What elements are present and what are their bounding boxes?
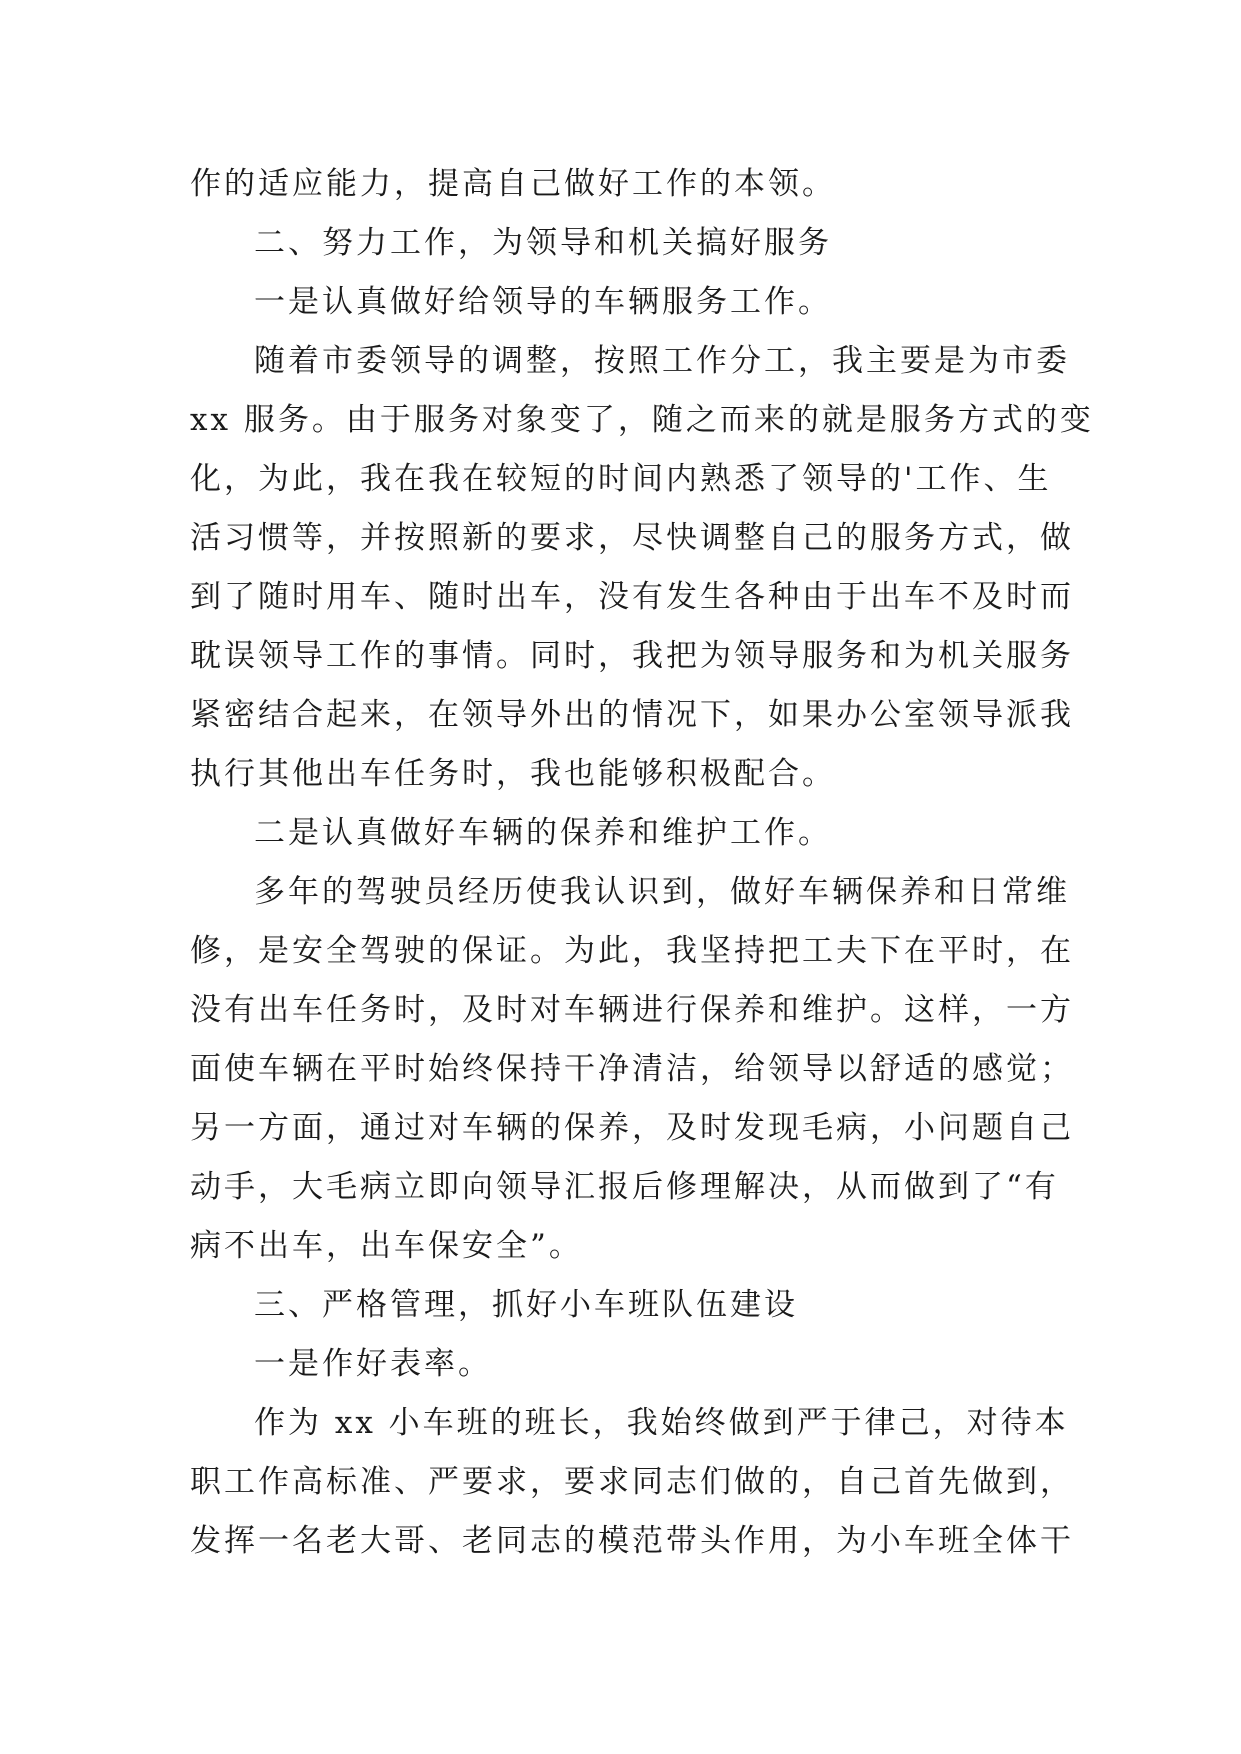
text-line: 多年的驾驶员经历使我认识到，做好车辆保养和日常维 [254,874,1070,910]
text-line: 紧密结合起来，在领导外出的情况下，如果办公室领导派我 [190,697,1074,733]
text-line: 另一方面，通过对车辆的保养，及时发现毛病，小问题自己 [190,1110,1074,1146]
text-line: 没有出车任务时，及时对车辆进行保养和维护。这样，一方 [190,992,1074,1028]
text-line: 随着市委领导的调整，按照工作分工，我主要是为市委 [254,343,1070,379]
text-line: 化，为此，我在我在较短的时间内熟悉了领导的'工作、生 [190,461,1052,497]
text-line: 作为 xx 小车班的班长，我始终做到严于律己，对待本 [254,1405,1069,1441]
text-line: 到了随时用车、随时出车，没有发生各种由于出车不及时而 [190,579,1074,615]
text-line: 执行其他出车任务时，我也能够积极配合。 [190,756,836,792]
text-line: 二、努力工作，为领导和机关搞好服务 [254,225,832,261]
text-line: 耽误领导工作的事情。同时，我把为领导服务和为机关服务 [190,638,1074,674]
text-line: 动手，大毛病立即向领导汇报后修理解决，从而做到了“有 [190,1169,1059,1205]
text-line: 修，是安全驾驶的保证。为此，我坚持把工夫下在平时，在 [190,933,1074,969]
text-line: 一是作好表率。 [254,1346,492,1382]
text-line: 面使车辆在平时始终保持干净清洁，给领导以舒适的感觉； [190,1051,1074,1087]
text-line: 活习惯等，并按照新的要求，尽快调整自己的服务方式，做 [190,520,1074,556]
text-line: 病不出车，出车保安全”。 [190,1228,583,1264]
text-line: 三、严格管理，抓好小车班队伍建设 [254,1287,798,1323]
text-line: 一是认真做好给领导的车辆服务工作。 [254,284,832,320]
text-line: xx 服务。由于服务对象变了，随之而来的就是服务方式的变 [190,402,1094,438]
text-line: 职工作高标准、严要求，要求同志们做的，自己首先做到， [190,1464,1074,1500]
text-line: 发挥一名老大哥、老同志的模范带头作用，为小车班全体干 [190,1523,1074,1559]
text-line: 作的适应能力，提高自己做好工作的本领。 [190,166,836,202]
text-line: 二是认真做好车辆的保养和维护工作。 [254,815,832,851]
body-text [190,155,1094,1571]
